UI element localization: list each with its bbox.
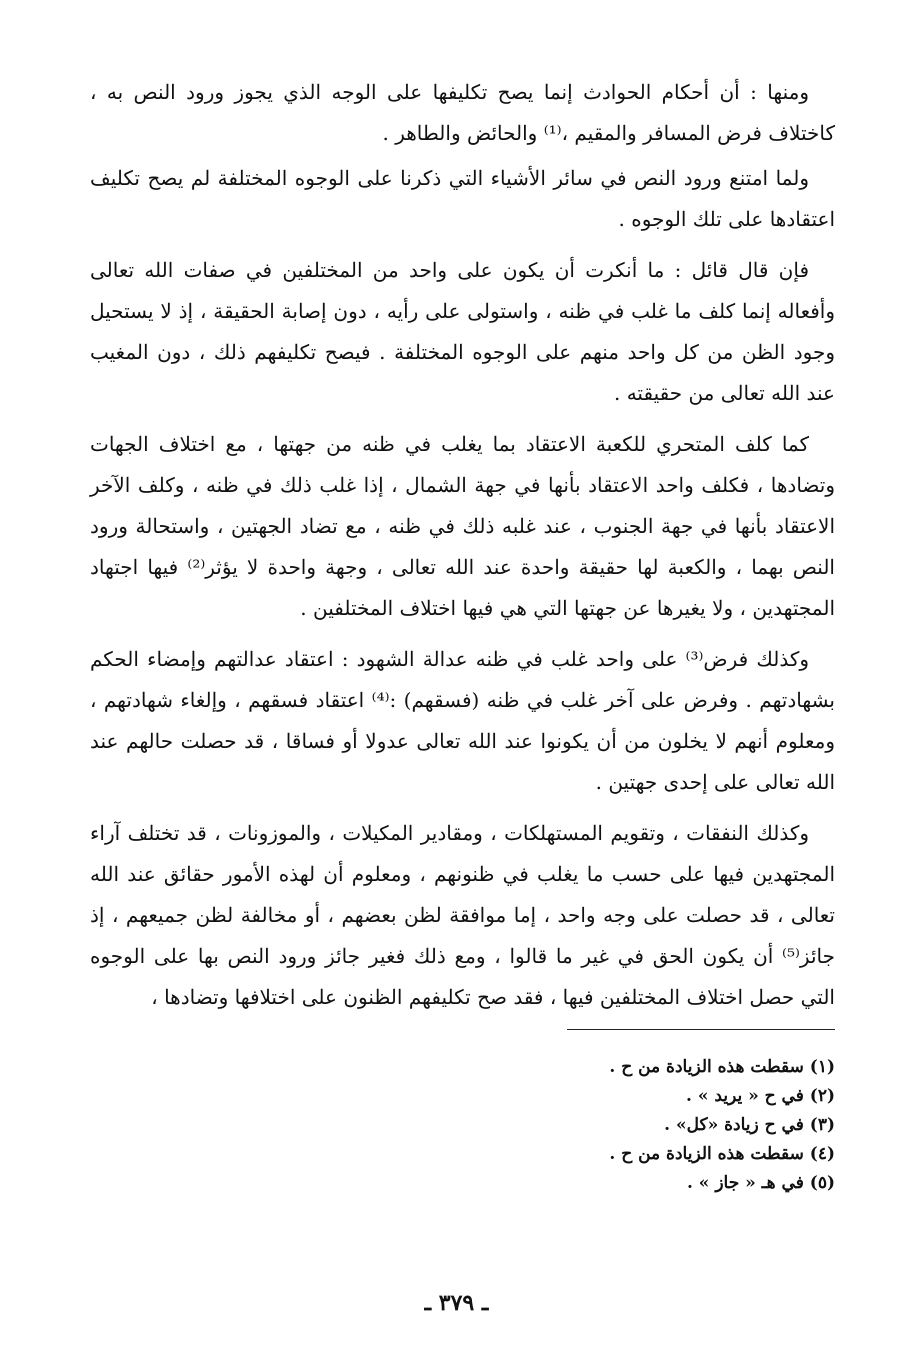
footnote: (٥) في هـ « جاز » . — [686, 1173, 835, 1193]
footnotes — [435, 1053, 835, 1198]
footnote: (٣) في ح زيادة «كل» . — [664, 1115, 835, 1135]
footnote: (٤) سقطت هذه الزيادة من ح . — [609, 1144, 835, 1164]
paragraph: ومنها : أن أحكام الحوادث إنما يصح تكليفها على الوجه الذي يجوز ورود النص به ، كاختلاف فرض المسافر والمقيم ،⁽¹⁾ والحائض والطاهر . — [90, 80, 835, 145]
main-text — [90, 72, 835, 1028]
paragraph: ولما امتنع ورود النص في سائر الأشياء التي ذكرنا على الوجوه المختلفة لم يصح تكليف اعتقادها على تلك الوجوه . — [90, 166, 835, 231]
paragraph: وكذلك فرض⁽³⁾ على واحد غلب في ظنه عدالة الشهود : اعتقاد عدالتهم وإمضاء الحكم بشهادتهم . وفرض على آخر غلب في ظنه (فسقهم) :⁽⁴⁾ اعتقاد فسقهم ، وإلغاء شهادتهم ، ومعلوم أنهم لا يخلون من أن يكونوا عند الله تعالى عدولا أو فساقا ، قد حصلت حالهم عند الله تعالى على إحدى جهتين . — [90, 647, 836, 794]
paragraph: فإن قال قائل : ما أنكرت أن يكون على واحد من المختلفين في صفات الله تعالى وأفعاله إنما كلف ما غلب في ظنه ، واستولى على رأيه ، دون إصابة الحقيقة ، إذ لا يستحيل وجود الظن من كل واحد منهم على الوجوه المختلفة . فيصح تكليفهم ذلك ، دون المغيب عند الله تعالى من حقيقته . — [90, 258, 835, 405]
page-number: ـ ٣٧٩ ـ — [424, 1290, 489, 1316]
paragraph: كما كلف المتحري للكعبة الاعتقاد بما يغلب في ظنه من جهتها ، مع اختلاف الجهات وتضادها ، فكلف واحد الاعتقاد بأنها في جهة الشمال ، إذا غلب ذلك في ظنه ، وكلف الآخر الاعتقاد بأنها في جهة الجنوب ، عند غلبه ذلك في ظنه ، مع تضاد الجهتين ، واستحالة ورود النص بهما ، والكعبة لها حقيقة واحدة عند الله تعالى ، وجهة واحدة لا يؤثر⁽²⁾ فيها اجتهاد المجتهدين ، ولا يغيرها عن جهتها التي هي فيها اختلاف المختلفين . — [90, 432, 835, 620]
paragraph: وكذلك النفقات ، وتقويم المستهلكات ، ومقادير المكيلات ، والموزونات ، قد تختلف آراء المجتهدين فيها على حسب ما يغلب في ظنونهم ، ومعلوم أن لهذه الأمور حقائق عند الله تعالى ، قد حصلت على وجه واحد ، إما موافقة لظن بعضهم ، أو مخالفة لظن جميعهم ، إذ جائز⁽⁵⁾ أن يكون الحق في غير ما قالوا ، ومع ذلك فغير جائز ورود النص بها على الوجوه التي حصل اختلاف المختلفين فيها ، فقد صح تكليفهم الظنون على اختلافها وتضادها ، — [90, 821, 836, 1009]
footnote: (٢) في ح « يريد » . — [686, 1086, 835, 1106]
footnote: (١) سقطت هذه الزيادة من ح . — [609, 1057, 835, 1077]
footnote-divider — [567, 1029, 835, 1030]
